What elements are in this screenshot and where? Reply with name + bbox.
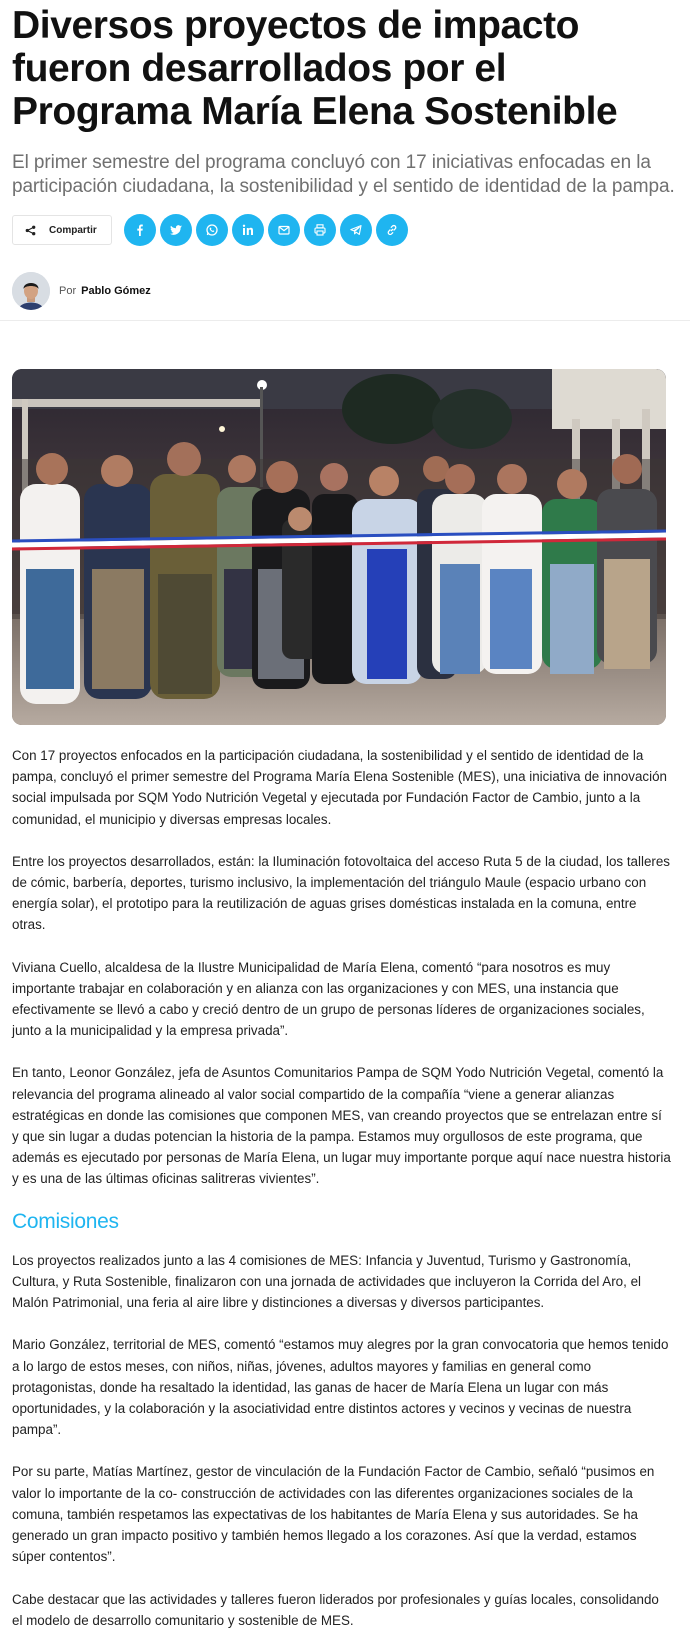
paragraph: Los proyectos realizados junto a las 4 comisiones de MES: Infancia y Juventud, Turismo y Gastronomía, Cultura, y Ruta Sostenible, finalizaron con una jornada de actividades que incluyeron la Corrida del Aro, el Malón Patrimonial, una feria al aire libre y distinciones a diversas y diversos participantes. — [12, 1252, 641, 1311]
crowd — [20, 442, 657, 704]
paragraph: Viviana Cuello, alcaldesa de la Ilustre Municipalidad de María Elena, comentó “para nosotros es muy importante trabajar en colaboración y en alianza con las organizaciones y con MES, una instancia que efectivamente se llevó a cabo y creció dentro de un grupo de personas líderes de organizaciones sociales, junto a la municipalidad y la empresa privada”. — [12, 959, 645, 1039]
article-title: Diversos proyectos de impacto fueron desarrollados por el Programa María Elena Sostenible — [12, 4, 618, 133]
whatsapp-icon[interactable] — [196, 214, 228, 246]
share-bar — [12, 213, 688, 247]
link-icon[interactable] — [376, 214, 408, 246]
share-label: Compartir — [49, 224, 97, 236]
paragraph: Por su parte, Matías Martínez, gestor de vinculación de la Fundación Factor de Cambio, señaló “pusimos en valor lo importante de la co- construcción de actividades con las diferentes organizaciones sociales de la comuna, también respetamos las expectativas de los habitantes de María Elena y sus autoridades. Se ha generado un gran impacto positivo y también hemos llegado a los corazones. Así que la verdad, estamos súper contentos”. — [12, 1464, 655, 1565]
print-icon[interactable] — [304, 214, 336, 246]
article-body — [12, 745, 672, 1631]
article-subtitle: El primer semestre del programa concluyó con 17 iniciativas enfocadas en la participación ciudadana, la sostenibilidad y el sentido de identidad de la pampa. — [12, 152, 675, 197]
avatar[interactable] — [12, 272, 50, 310]
paragraph: Con 17 proyectos enfocados en la participación ciudadana, la sostenibilidad y el sentido de identidad de la pampa, concluyó el primer semestre del Programa María Elena Sostenible (MES), una iniciativa de innovación social impulsada por SQM Yodo Nutrición Vegetal y ejecutada por Fundación Factor de Cambio, junto a la comunidad, el municipio y diversas empresas locales. — [12, 748, 667, 827]
share-button[interactable] — [12, 215, 112, 245]
divider — [0, 320, 690, 321]
facebook-icon[interactable] — [124, 214, 156, 246]
byline-prefix: Por — [59, 285, 77, 297]
telegram-icon[interactable] — [340, 214, 372, 246]
paragraph: Mario González, territorial de MES, comentó “estamos muy alegres por la gran convocatoria que hemos tenido a lo largo de estos meses, con niños, niñas, jóvenes, adultos mayores y familias en general como protagonistas, donde ha resaltado la identidad, las ganas de hacer de María Elena un lugar con más oportunidades, y la colaboración y la asociatividad entre distintos actores y vecinos y vecinas de nuestra pampa”. — [12, 1337, 669, 1438]
paragraph: En tanto, Leonor González, jefa de Asuntos Comunitarios Pampa de SQM Yodo Nutrición Vegetal, comentó la relevancia del programa alineado al valor social compartido de la compañía “viene a generar alianzas estratégicas en donde las comisiones que componen MES, van creando proyectos que se entrelazan entre sí y que sin lugar a dudas potencian la historia de la pampa. Estamos muy orgullosos de este programa, que además es ejecutado por personas de María Elena, un lugar muy importante porque aquí nace nuestra historia y es una de las últimas oficinas salitreras vivientes”. — [12, 1065, 671, 1187]
share-icon — [23, 223, 37, 237]
linkedin-icon[interactable] — [232, 214, 264, 246]
paragraph: Cabe destacar que las actividades y talleres fueron liderados por profesionales y guías locales, consolidando el modelo de desarrollo comunitario y sostenible de MES. — [12, 1591, 659, 1628]
section-heading: Comisiones — [12, 1209, 119, 1233]
hero-photo — [12, 369, 666, 725]
byline — [12, 271, 688, 311]
twitter-icon[interactable] — [160, 214, 192, 246]
author-name[interactable]: Pablo Gómez — [81, 285, 151, 297]
paragraph: Entre los proyectos desarrollados, están: la Iluminación fotovoltaica del acceso Ruta 5 de la ciudad, los talleres de cómic, barbería, deportes, turismo inclusivo, la implementación del triángulo Maule (espacio urbano con energía solar), el prototipo para la reutilización de aguas grises domésticas instalada en la comuna, entre otras. — [12, 853, 670, 933]
email-icon[interactable] — [268, 214, 300, 246]
